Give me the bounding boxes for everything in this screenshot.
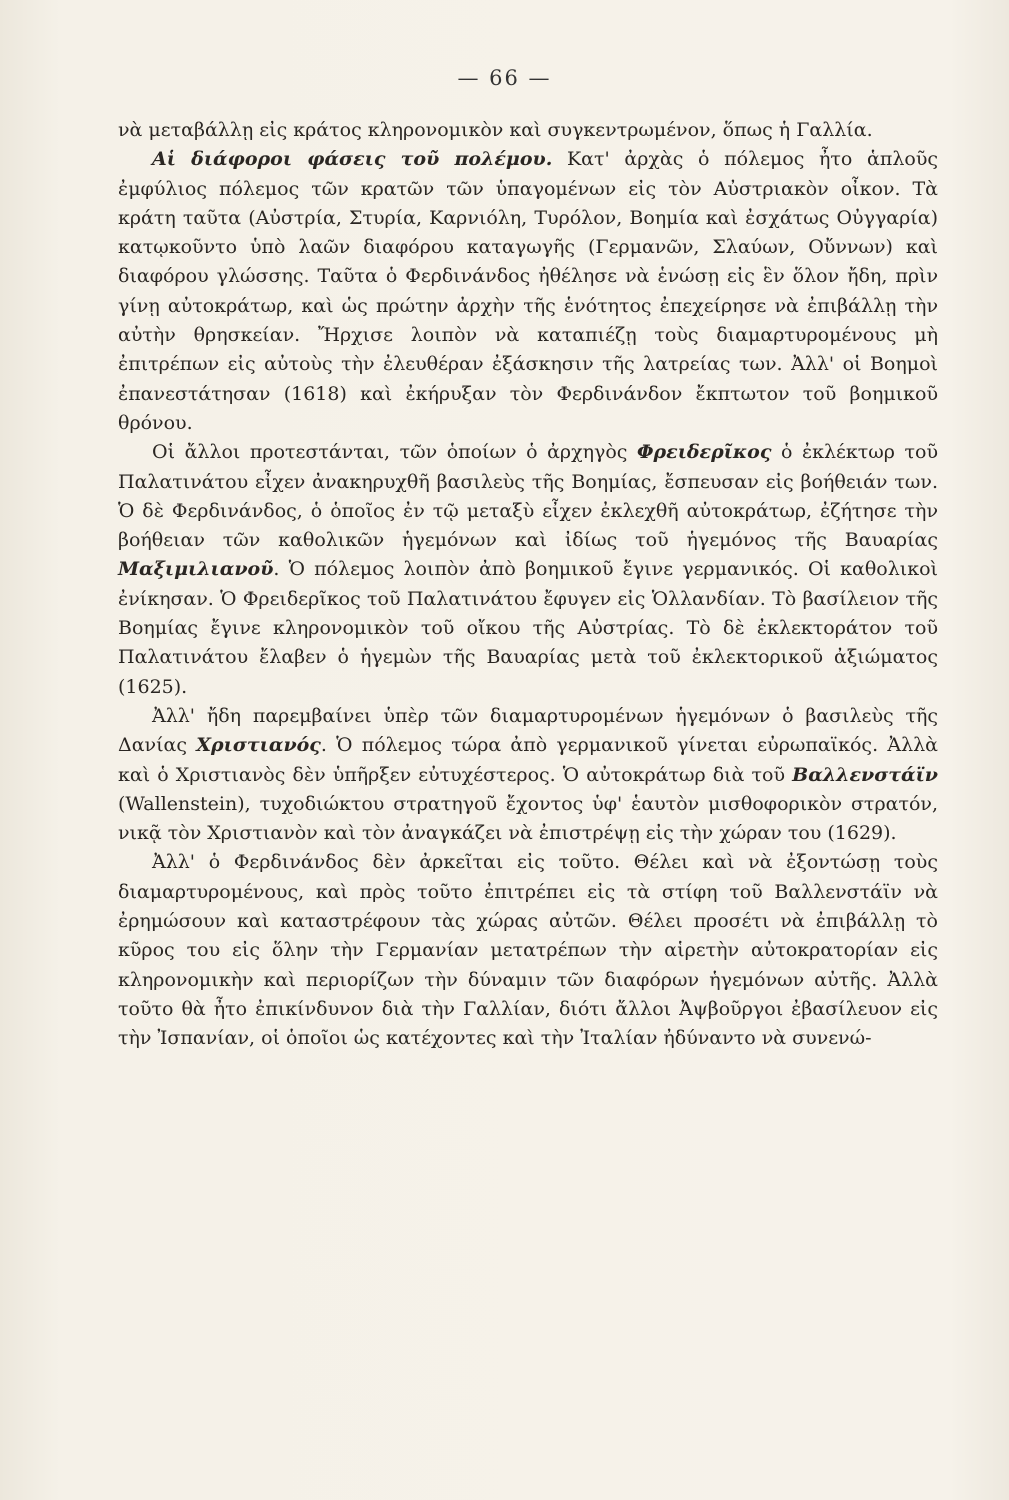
text-segment: Ἀλλ' ὁ Φερδινάνδος δὲν ἀρκεῖται εἰς τοῦτο. Θέλει καὶ νὰ ἐξοντώσῃ τοὺς διαμαρτυρομένους, καὶ πρὸς τοῦτο ἐπιτρέπει εἰς τὰ στίφη τοῦ Βαλλενστάϊν νὰ ἐρημώσουν καὶ καταστρέφουν τὰς χώρας αὐτῶν. Θέλει προσέτι νὰ ἐπιβάλλῃ τὸ κῦρος του εἰς ὅλην τὴν Γερμανίαν μετατρέπων τὴν αἱρετὴν αὐτοκρατορίαν εἰς κληρονομικὴν καὶ περιορίζων τὴν δύναμιν τῶν διαφόρων ἡγεμόνων αὐτῆς. Ἀλλὰ τοῦτο θὰ ἦτο ἐπικίνδυνον διὰ τὴν Γαλλίαν, διότι ἄλλοι Ἀψβοῦργοι ἐβασίλευον εἰς τὴν Ἰσπανίαν, οἱ ὁποῖοι ὡς κατέχοντες καὶ τὴν Ἰταλίαν ἠδύναντο νὰ συνενώ- bbox=[118, 851, 938, 1050]
text-segment: νὰ μεταβάλλῃ εἰς κράτος κληρονομικὸν καὶ συγκεντρωμένον, ὅπως ἡ Γαλλία. bbox=[118, 119, 873, 141]
text-segment: . Ὁ πόλεμος τώρα ἀπὸ γερμανικοῦ γίνεται εὐρωπαϊκός. Ἀλλὰ καὶ ὁ Χριστιανὸς δὲν ὑπῆρξεν εὐτυχέστερος. Ὁ αὐτοκράτωρ διὰ τοῦ bbox=[118, 734, 938, 786]
section-heading: Αἱ διάφοροι φάσεις τοῦ πολέμου. bbox=[152, 148, 553, 171]
paragraph bbox=[118, 848, 938, 1053]
emphasized-name: Βαλλενστάϊν bbox=[792, 763, 938, 786]
paragraph bbox=[118, 116, 938, 145]
text-segment: (Wallenstein), τυχοδιώκτου στρατηγοῦ ἔχοντος ὑφ' ἑαυτὸν μισθοφορικὸν στρατόν, νικᾷ τὸν Χριστιανὸν καὶ τὸν ἀναγκάζει νὰ ἐπιστρέψῃ εἰς τὴν χώραν του (1629). bbox=[118, 792, 938, 845]
text-segment: Οἱ ἄλλοι προτεστάνται, τῶν ὁποίων ὁ ἀρχηγὸς bbox=[152, 441, 637, 464]
text-segment: Ἀλλ' ἤδη παρεμβαίνει ὑπὲρ τῶν διαμαρτυρομένων ἡγεμόνων ὁ βασιλεὺς τῆς Δανίας bbox=[118, 704, 938, 757]
emphasized-name: Μαξιμιλιανοῦ bbox=[118, 558, 274, 581]
page-number: — 66 — bbox=[457, 66, 552, 90]
paragraph bbox=[118, 702, 938, 848]
emphasized-name: Χριστιανός bbox=[196, 734, 321, 757]
emphasized-name: Φρειδερῖκος bbox=[636, 441, 772, 464]
paragraph bbox=[118, 145, 938, 438]
paragraph bbox=[118, 438, 938, 702]
text-segment: . Ὁ πόλεμος λοιπὸν ἀπὸ βοημικοῦ ἔγινε γερμανικός. Οἱ καθολικοὶ ἐνίκησαν. Ὁ Φρειδερῖκος τοῦ Παλατινάτου ἔφυγεν εἰς Ὁλλανδίαν. Τὸ βασίλειον τῆς Βοημίας ἔγινε κληρονομικὸν τοῦ οἴκου τῆς Αὐστρίας. Τὸ δὲ ἐκλεκτοράτον τοῦ Παλατινάτου ἔλαβεν ὁ ἡγεμὼν τῆς Βαυαρίας μετὰ τοῦ ἐκλεκτορικοῦ ἀξιώματος (1625). bbox=[118, 558, 938, 698]
body-text bbox=[118, 116, 938, 1054]
text-segment: Κατ' ἀρχὰς ὁ πόλεμος ἦτο ἁπλοῦς ἐμφύλιος πόλεμος τῶν κρατῶν τῶν ὑπαγομένων εἰς τὸν Αὐστριακὸν οἶκον. Τὰ κράτη ταῦτα (Αὐστρία, Στυρία, Καρνιόλη, Τυρόλον, Βοημία καὶ ἐσχάτως Οὐγγαρία) κατῳκοῦντο ὑπὸ λαῶν διαφόρου καταγωγῆς (Γερμανῶν, Σλαύων, Οὔννων) καὶ διαφόρου γλώσσης. Ταῦτα ὁ Φερδινάνδος ἠθέλησε νὰ ἑνώσῃ εἰς ἓν ὅλον ἤδη, πρὶν γίνῃ αὐτοκράτωρ, καὶ ὡς πρώτην ἀρχὴν τῆς ἑνότητος ἐπεχείρησε νὰ ἐπιβάλλῃ τὴν αὐτὴν θρησκείαν. Ἤρχισε λοιπὸν νὰ καταπιέζῃ τοὺς διαμαρτυρομένους μὴ ἐπιτρέπων εἰς αὐτοὺς τὴν ἐλευθέραν ἐξάσκησιν τῆς λατρείας των. Ἀλλ' οἱ Βοημοὶ ἐπανεστάτησαν (1618) καὶ ἐκήρυξαν τὸν Φερδινάνδον ἔκπτωτον τοῦ βοημικοῦ θρόνου. bbox=[118, 148, 939, 434]
text-segment: ὁ ἐκλέκτωρ τοῦ Παλατινάτου εἶχεν ἀνακηρυχθῆ βασιλεὺς τῆς Βοημίας, ἔσπευσαν εἰς βοήθειάν των. Ὁ δὲ Φερδινάνδος, ὁ ὁποῖος ἐν τῷ μεταξὺ εἶχεν ἐκλεχθῆ αὐτοκράτωρ, ἐζήτησε τὴν βοήθειαν τῶν καθολικῶν ἡγεμόνων καὶ ἰδίως τοῦ ἡγεμόνος τῆς Βαυαρίας bbox=[118, 441, 938, 552]
